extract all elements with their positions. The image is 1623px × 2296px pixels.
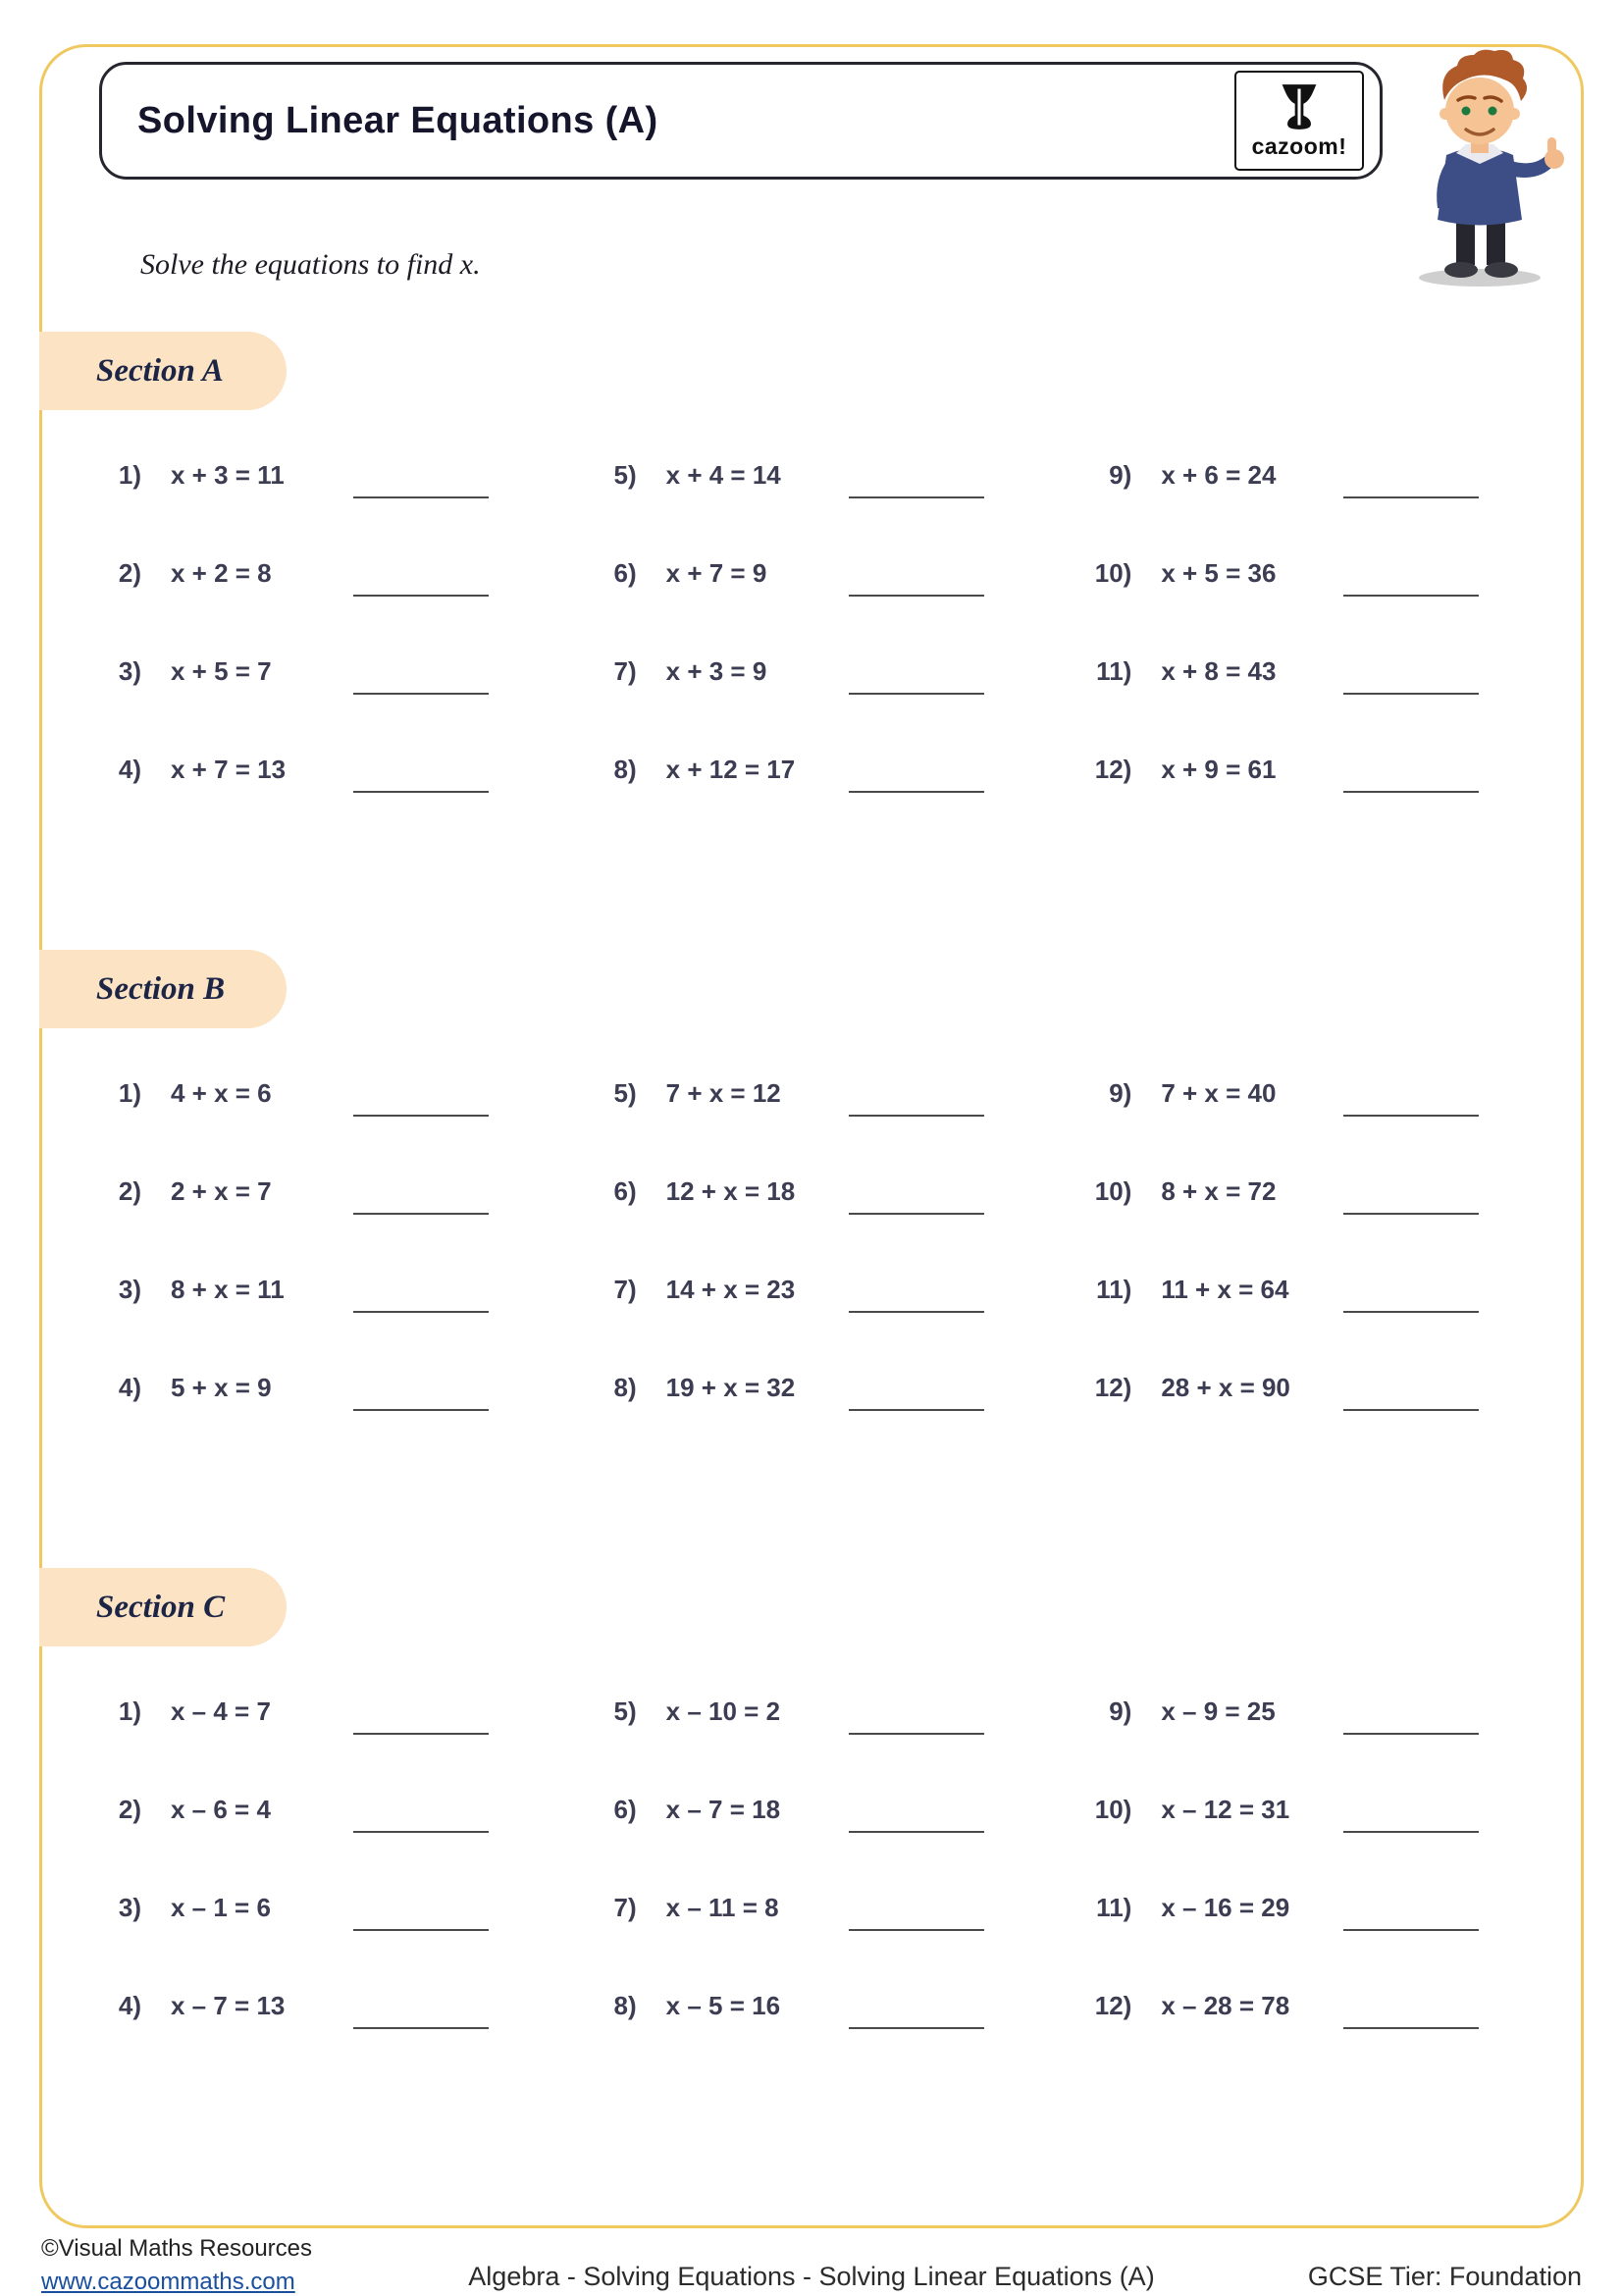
answer-blank	[353, 1996, 489, 2029]
breadcrumb: Algebra - Solving Equations - Solving Linear Equations (A)	[468, 2262, 1155, 2291]
mascot-illustration	[1393, 49, 1580, 289]
problem-row	[69, 546, 564, 589]
problem-number: 2)	[118, 1795, 141, 1824]
problem-equation: x + 4 = 14	[665, 460, 781, 490]
problem-equation: x + 5 = 36	[1161, 558, 1277, 588]
problem-number: 4)	[118, 755, 141, 784]
problem-number: 12)	[1094, 1373, 1132, 1402]
problem-row	[69, 1164, 564, 1207]
problem-equation: 2 + x = 7	[171, 1176, 272, 1206]
worksheet-section	[39, 950, 1584, 1458]
problem-equation: x + 2 = 8	[171, 558, 272, 588]
problem-equation: x + 7 = 13	[171, 755, 287, 784]
problem-row	[564, 1684, 1060, 1727]
problem-row	[69, 1880, 564, 1923]
page-border-frame	[39, 44, 1584, 2228]
problem-equation: 28 + x = 90	[1161, 1373, 1290, 1402]
problem-number: 7)	[613, 1893, 637, 1922]
problem-number: 10)	[1094, 558, 1132, 588]
problem-row	[1059, 1880, 1554, 1923]
problem-equation: x – 9 = 25	[1161, 1696, 1276, 1726]
answer-blank	[1343, 661, 1479, 695]
problem-number: 8)	[613, 755, 637, 784]
answer-blank	[1343, 1181, 1479, 1215]
problem-equation: 8 + x = 72	[1161, 1176, 1277, 1206]
problem-row	[1059, 644, 1554, 687]
cazoom-drum-icon	[1278, 82, 1321, 131]
problem-number: 5)	[613, 1696, 637, 1726]
section-label: Section C	[39, 1568, 287, 1646]
problem-number: 1)	[118, 1078, 141, 1108]
problem-equation: x + 12 = 17	[665, 755, 796, 784]
answer-blank	[849, 661, 984, 695]
problem-row	[1059, 1978, 1554, 2021]
problem-number: 2)	[118, 558, 141, 588]
problem-number: 8)	[613, 1373, 637, 1402]
problem-row	[69, 1684, 564, 1727]
answer-blank	[353, 1378, 489, 1411]
answer-blank	[849, 1279, 984, 1313]
problem-number: 7)	[613, 656, 637, 686]
problem-row	[1059, 1262, 1554, 1305]
answer-blank	[353, 1279, 489, 1313]
problem-equation: 4 + x = 6	[171, 1078, 272, 1108]
problem-row	[69, 447, 564, 491]
problem-number: 9)	[1109, 460, 1132, 490]
answer-blank	[849, 1800, 984, 1833]
answer-blank	[353, 1800, 489, 1833]
problem-number: 8)	[613, 1991, 637, 2020]
answer-blank	[849, 1701, 984, 1735]
answer-blank	[1343, 465, 1479, 498]
answer-blank	[353, 465, 489, 498]
problem-grid	[69, 447, 1554, 840]
answer-blank	[1343, 1800, 1479, 1833]
problem-row	[564, 1262, 1060, 1305]
cartoon-boy-thumbs-up-icon	[1393, 49, 1580, 289]
worksheet-section	[39, 1568, 1584, 2076]
cazoom-logo	[1234, 71, 1364, 171]
sections-container	[39, 332, 1584, 2186]
problem-row	[1059, 742, 1554, 785]
problem-number: 10)	[1094, 1176, 1132, 1206]
problem-number: 10)	[1094, 1795, 1132, 1824]
problem-row	[564, 1782, 1060, 1825]
copyright-text: ©Visual Maths Resources	[41, 2235, 313, 2262]
problem-equation: x – 6 = 4	[171, 1795, 271, 1824]
problem-equation: x – 5 = 16	[665, 1991, 781, 2020]
problem-equation: x – 4 = 7	[171, 1696, 271, 1726]
problem-row	[69, 1066, 564, 1109]
answer-blank	[849, 759, 984, 793]
problem-equation: 11 + x = 64	[1161, 1275, 1289, 1304]
problem-row	[564, 644, 1060, 687]
problem-row	[1059, 1164, 1554, 1207]
problem-row	[564, 1880, 1060, 1923]
problem-number: 11)	[1096, 656, 1132, 686]
problem-equation: x – 16 = 29	[1161, 1893, 1290, 1922]
problem-row	[69, 1978, 564, 2021]
problem-number: 3)	[118, 1893, 141, 1922]
problem-row	[1059, 546, 1554, 589]
answer-blank	[849, 563, 984, 597]
problem-equation: x + 3 = 11	[171, 460, 285, 490]
problem-number: 6)	[613, 1176, 637, 1206]
problem-number: 11)	[1096, 1893, 1132, 1922]
problem-row	[1059, 447, 1554, 491]
page-title: Solving Linear Equations (A)	[137, 99, 658, 141]
problem-equation: x + 8 = 43	[1161, 656, 1277, 686]
answer-blank	[1343, 1279, 1479, 1313]
problem-row	[564, 1978, 1060, 2021]
problem-equation: x + 3 = 9	[665, 656, 767, 686]
problem-equation: x + 9 = 61	[1161, 755, 1277, 784]
problem-number: 6)	[613, 558, 637, 588]
problem-row	[1059, 1066, 1554, 1109]
problem-row	[1059, 1360, 1554, 1403]
problem-equation: x + 7 = 9	[665, 558, 767, 588]
problem-number: 9)	[1109, 1696, 1132, 1726]
answer-blank	[353, 759, 489, 793]
problem-row	[1059, 1782, 1554, 1825]
problem-number: 11)	[1096, 1275, 1132, 1304]
problem-row	[69, 1262, 564, 1305]
problem-equation: x – 12 = 31	[1161, 1795, 1290, 1824]
problem-number: 3)	[118, 656, 141, 686]
problem-row	[1059, 1684, 1554, 1727]
problem-number: 12)	[1094, 1991, 1132, 2020]
problem-row	[69, 644, 564, 687]
answer-blank	[353, 1898, 489, 1931]
answer-blank	[1343, 759, 1479, 793]
worksheet-section	[39, 332, 1584, 840]
problem-row	[69, 1782, 564, 1825]
problem-equation: x – 10 = 2	[665, 1696, 781, 1726]
problem-row	[564, 546, 1060, 589]
problem-equation: 14 + x = 23	[665, 1275, 796, 1304]
problem-equation: x – 7 = 18	[665, 1795, 781, 1824]
answer-blank	[353, 1181, 489, 1215]
problem-row	[564, 1360, 1060, 1403]
problem-equation: 7 + x = 40	[1161, 1078, 1277, 1108]
problem-number: 1)	[118, 1696, 141, 1726]
problem-row	[564, 1164, 1060, 1207]
problem-equation: x – 7 = 13	[171, 1991, 286, 2020]
problem-row	[564, 742, 1060, 785]
problem-equation: x – 28 = 78	[1161, 1991, 1290, 2020]
problem-equation: 5 + x = 9	[171, 1373, 272, 1402]
problem-number: 3)	[118, 1275, 141, 1304]
problem-number: 1)	[118, 460, 141, 490]
answer-blank	[849, 1898, 984, 1931]
tier-label: GCSE Tier: Foundation	[1307, 2262, 1582, 2291]
answer-blank	[1343, 1378, 1479, 1411]
problem-grid	[69, 1684, 1554, 2076]
problem-number: 4)	[118, 1373, 141, 1402]
section-label: Section B	[39, 950, 287, 1028]
problem-equation: x – 11 = 8	[665, 1893, 779, 1922]
answer-blank	[1343, 1898, 1479, 1931]
problem-row	[564, 447, 1060, 491]
problem-grid	[69, 1066, 1554, 1458]
problem-equation: 12 + x = 18	[665, 1176, 796, 1206]
answer-blank	[849, 1181, 984, 1215]
problem-row	[69, 1360, 564, 1403]
problem-equation: x + 6 = 24	[1161, 460, 1277, 490]
answer-blank	[1343, 1996, 1479, 2029]
answer-blank	[353, 1701, 489, 1735]
website-link[interactable]: www.cazoommaths.com	[41, 2269, 295, 2295]
problem-equation: 8 + x = 11	[171, 1275, 285, 1304]
answer-blank	[1343, 1083, 1479, 1117]
cazoom-logo-text: cazoom!	[1251, 132, 1347, 159]
problem-row	[69, 742, 564, 785]
problem-number: 5)	[613, 1078, 637, 1108]
problem-number: 2)	[118, 1176, 141, 1206]
problem-equation: x – 1 = 6	[171, 1893, 271, 1922]
problem-row	[564, 1066, 1060, 1109]
section-label: Section A	[39, 332, 287, 410]
instruction-text: Solve the equations to find x.	[140, 248, 481, 281]
problem-equation: 19 + x = 32	[665, 1373, 796, 1402]
answer-blank	[849, 465, 984, 498]
answer-blank	[353, 1083, 489, 1117]
problem-number: 7)	[613, 1275, 637, 1304]
answer-blank	[849, 1996, 984, 2029]
problem-number: 12)	[1094, 755, 1132, 784]
problem-number: 6)	[613, 1795, 637, 1824]
answer-blank	[1343, 563, 1479, 597]
answer-blank	[849, 1378, 984, 1411]
answer-blank	[1343, 1701, 1479, 1735]
answer-blank	[353, 661, 489, 695]
problem-number: 5)	[613, 460, 637, 490]
problem-equation: x + 5 = 7	[171, 656, 272, 686]
problem-equation: 7 + x = 12	[665, 1078, 781, 1108]
answer-blank	[353, 563, 489, 597]
title-bar	[99, 62, 1383, 180]
answer-blank	[849, 1083, 984, 1117]
problem-number: 9)	[1109, 1078, 1132, 1108]
problem-number: 4)	[118, 1991, 141, 2020]
